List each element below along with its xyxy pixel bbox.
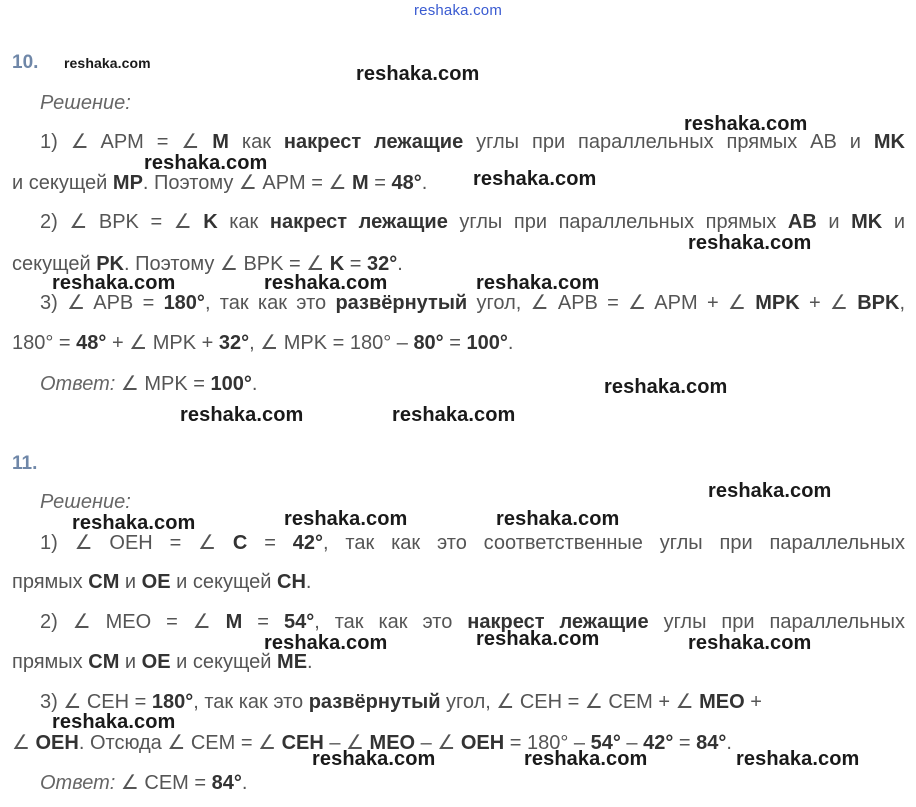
answer-label: Ответ:: [40, 373, 116, 395]
p10-line-3: 2) ∠ BPK = ∠ K как накрест лежащие углы при параллельных прямых AB и MK и: [40, 211, 905, 233]
watermark: reshaka.com: [473, 168, 597, 190]
p10-line-5: 3) ∠ APB = 180°, так как это развёрнутый угол, ∠ APB = ∠ APM + ∠ MPK + ∠ BPK,: [40, 292, 905, 314]
watermark: reshaka.com: [476, 628, 600, 650]
p10-line-4: секущей PK. Поэтому ∠ BPK = ∠ K = 32°.: [12, 253, 403, 275]
p11-line-5: 3) ∠ CEH = 180°, так как это развёрнутый угол, ∠ CEH = ∠ CEM + ∠ MEO +: [40, 691, 762, 713]
answer-label: Ответ:: [40, 772, 116, 794]
watermark: reshaka.com: [476, 272, 600, 294]
p11-line-6: ∠ OEH. Отсюда ∠ CEM = ∠ CEH – ∠ MEO – ∠ OEH = 180° – 54° – 42° = 84°.: [12, 732, 732, 754]
watermark: reshaka.com: [72, 512, 196, 534]
watermark: reshaka.com: [52, 272, 176, 294]
p10-line-6: 180° = 48° + ∠ MPK + 32°, ∠ MPK = 180° – 80° = 100°.: [12, 332, 514, 354]
problem-number-11: 11.: [12, 453, 38, 474]
watermark: reshaka.com: [684, 113, 808, 135]
p11-line-2: прямых CM и OE и секущей CH.: [12, 571, 312, 593]
p11-line-4: прямых CM и OE и секущей ME.: [12, 651, 313, 673]
solution-label: Решение:: [40, 491, 131, 513]
watermark: reshaka.com: [392, 404, 516, 426]
watermark: reshaka.com: [284, 508, 408, 530]
watermark: reshaka.com: [180, 404, 304, 426]
p11-answer: Ответ: ∠ CEM = 84°.: [40, 772, 248, 794]
watermark: reshaka.com: [496, 508, 620, 530]
p10-answer: Ответ: ∠ MPK = 100°.: [40, 373, 258, 395]
watermark: reshaka.com: [688, 632, 812, 654]
p10-line-2: и секущей MP. Поэтому ∠ APM = ∠ M = 48°.: [12, 172, 428, 194]
watermark: reshaka.com: [312, 748, 436, 770]
problem-number-10: 10.: [12, 52, 39, 73]
watermark: reshaka.com: [708, 480, 832, 502]
watermark: reshaka.com: [356, 63, 480, 85]
watermark: reshaka.com: [52, 711, 176, 733]
site-header-watermark: reshaka.com: [413, 2, 503, 19]
watermark: reshaka.com: [524, 748, 648, 770]
watermark: reshaka.com: [64, 55, 151, 71]
watermark: reshaka.com: [604, 376, 728, 398]
p11-line-3: 2) ∠ MEO = ∠ M = 54°, так как это накрест лежащие углы при параллельных: [40, 611, 906, 633]
p10-line-1: 1) ∠ APM = ∠ M как накрест лежащие углы при параллельных прямых AB и MK: [40, 131, 905, 153]
watermark: reshaka.com: [144, 152, 268, 174]
solution-label: Решение:: [40, 92, 131, 114]
watermark: reshaka.com: [264, 632, 388, 654]
watermark: reshaka.com: [688, 232, 812, 254]
watermark: reshaka.com: [264, 272, 388, 294]
p11-line-1: 1) ∠ OEH = ∠ C = 42°, так как это соответственные углы при параллельных: [40, 532, 906, 554]
watermark: reshaka.com: [736, 748, 860, 770]
